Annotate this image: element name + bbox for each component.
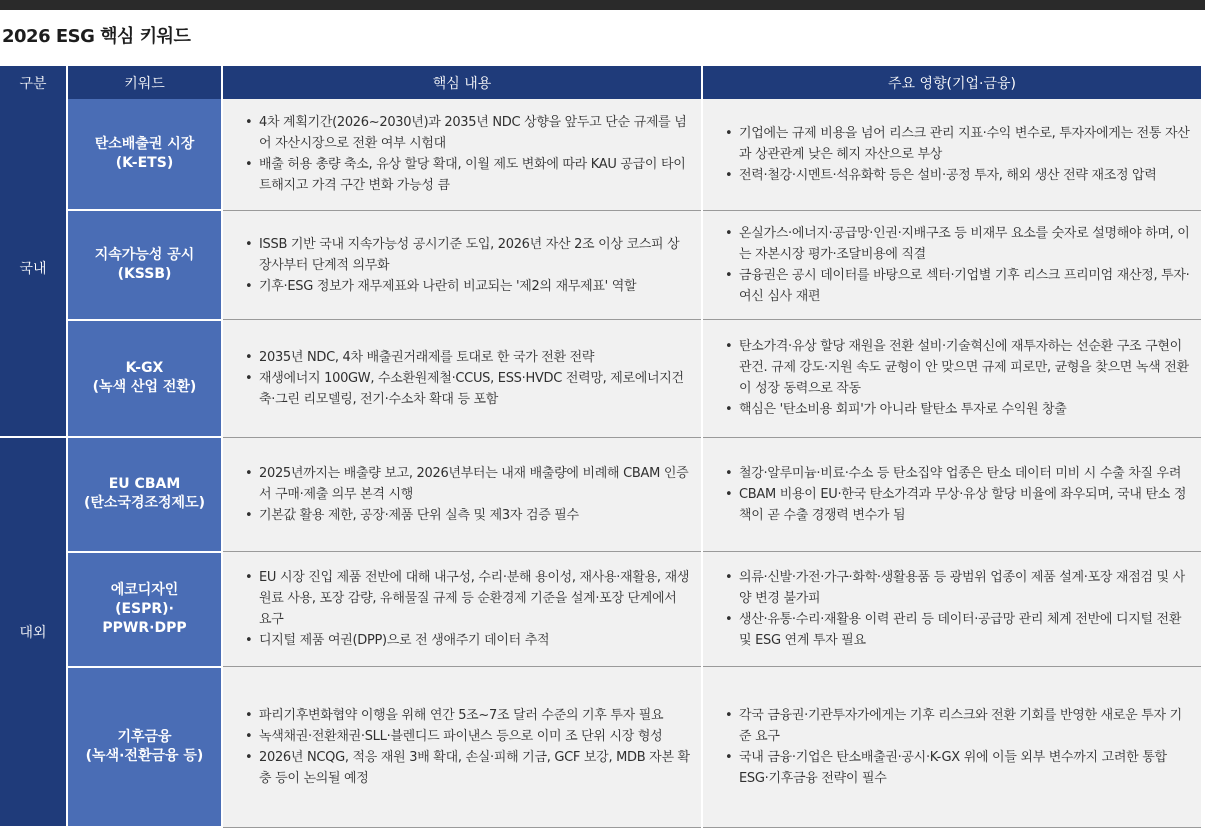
keyword-sublabel: (KSSB) (117, 266, 172, 283)
keyword-sublabel: (탄소국경조정제도) (84, 495, 205, 512)
keyword-cell (67, 99, 222, 210)
keyword-sublabel: (K-ETS) (115, 155, 174, 172)
impact-item: • 생산·유통·수리·재활용 이력 관리 등 데이터·공급망 관리 체계 전반에 디지털 전환 및 ESG 연계 투자 필요 (725, 609, 1191, 651)
page-title: 2026 ESG 핵심 키워드 (2, 26, 191, 47)
impact-cell (702, 437, 1201, 551)
content-cell (222, 210, 702, 319)
table-row (0, 552, 1201, 667)
table-row (0, 667, 1201, 827)
keyword-cell (67, 437, 222, 551)
keyword-cell (67, 667, 222, 827)
keyword-sublabel: (녹색 산업 전환) (92, 379, 197, 396)
keyword-label: 지속가능성 공시 (94, 247, 195, 264)
impact-item: • 각국 금융권·기관투자가에게는 기후 리스크와 전환 기회를 반영한 새로운 투자 기준 요구 (725, 705, 1191, 747)
impact-item: • 기업에는 규제 비용을 넘어 리스크 관리 지표·수익 변수로, 투자자에게는 전통 자산과 상관관계 낮은 헤지 자산으로 부상 (725, 123, 1191, 165)
esg-keyword-table (0, 66, 1201, 828)
keyword-label: EU CBAM (108, 476, 181, 493)
content-item: • 기본값 활용 제한, 공장·제품 단위 실측 및 제3자 검증 필수 (245, 505, 691, 526)
content-cell (222, 437, 702, 551)
header-keyword: 키워드 (67, 66, 222, 99)
content-item: • 배출 허용 총량 축소, 유상 할당 확대, 이월 제도 변화에 따라 KAU 공급이 타이트해지고 가격 구간 변화 가능성 큼 (245, 154, 691, 196)
content-item: • 2025년까지는 배출량 보고, 2026년부터는 내재 배출량에 비례해 CBAM 인증서 구매·제출 의무 본격 시행 (245, 463, 691, 505)
table-row (0, 437, 1201, 551)
category-foreign: 대외 (0, 437, 67, 827)
table-row (0, 320, 1201, 437)
keyword-cell (67, 552, 222, 667)
content-item: • 2026년 NCQG, 적응 재원 3배 확대, 손실·피해 기금, GCF 보강, MDB 자본 확충 등이 논의될 예정 (245, 747, 691, 789)
impact-item: • 탄소가격·유상 할당 재원을 전환 설비·기술혁신에 재투자하는 선순환 구조 구현이 관건. 규제 강도·지원 속도 균형이 안 맞으면 규제 피로만, 균형을 찾으면 녹색 전환이 성장 동력으로 작동 (725, 336, 1191, 399)
content-cell (222, 667, 702, 827)
content-item: • EU 시장 진입 제품 전반에 대해 내구성, 수리·분해 용이성, 재사용·재활용, 재생원료 사용, 포장 감량, 유해물질 규제 등 순환경제 기준을 설계·포장 단계에서 요구 (245, 567, 691, 630)
category-domestic: 국내 (0, 99, 67, 437)
impact-item: • 철강·알루미늄·비료·수소 등 탄소집약 업종은 탄소 데이터 미비 시 수출 차질 우려 (725, 463, 1191, 484)
content-item: • 디지털 제품 여권(DPP)으로 전 생애주기 데이터 추적 (245, 630, 691, 651)
header-impact: 주요 영향(기업·금융) (702, 66, 1201, 99)
header-content: 핵심 내용 (222, 66, 702, 99)
keyword-label: 에코디자인 (110, 581, 179, 598)
impact-item: • 의류·신발·가전·가구·화학·생활용품 등 광범위 업종이 제품 설계·포장 재점검 및 사양 변경 불가피 (725, 567, 1191, 609)
table-header-row (0, 66, 1201, 99)
impact-cell (702, 552, 1201, 667)
table-row (0, 99, 1201, 210)
keyword-sublabel: PPWR·DPP (102, 619, 187, 636)
content-cell (222, 99, 702, 210)
top-rule (0, 0, 1205, 10)
content-item: • 녹색채권·전환채권·SLL·블렌디드 파이낸스 등으로 이미 조 단위 시장 형성 (245, 726, 691, 747)
content-item: • 파리기후변화협약 이행을 위해 연간 5조~7조 달러 수준의 기후 투자 필요 (245, 705, 691, 726)
impact-cell (702, 99, 1201, 210)
impact-item: • CBAM 비용이 EU·한국 탄소가격과 무상·유상 할당 비율에 좌우되며, 국내 탄소 정책이 곧 수출 경쟁력 변수가 됨 (725, 484, 1191, 526)
impact-item: • 온실가스·에너지·공급망·인권·지배구조 등 비재무 요소를 숫자로 설명해야 하며, 이는 자본시장 평가·조달비용에 직결 (725, 223, 1191, 265)
impact-cell (702, 210, 1201, 319)
impact-cell (702, 320, 1201, 437)
keyword-cell (67, 210, 222, 319)
content-cell (222, 320, 702, 437)
header-category: 구분 (0, 66, 67, 99)
content-item: • ISSB 기반 국내 지속가능성 공시기준 도입, 2026년 자산 2조 이상 코스피 상장사부터 단계적 의무화 (245, 234, 691, 276)
impact-item: • 핵심은 '탄소비용 회피'가 아니라 탈탄소 투자로 수익원 창출 (725, 399, 1191, 420)
keyword-sublabel: (ESPR)· (115, 600, 174, 617)
keyword-cell (67, 320, 222, 437)
content-item: • 4차 계획기간(2026~2030년)과 2035년 NDC 상향을 앞두고 단순 규제를 넘어 자산시장으로 전환 여부 시험대 (245, 112, 691, 154)
keyword-sublabel: (녹색·전환금융 등) (85, 747, 204, 764)
impact-item: • 전력·철강·시멘트·석유화학 등은 설비·공정 투자, 해외 생산 전략 재조정 압력 (725, 165, 1191, 186)
table-row (0, 210, 1201, 319)
keyword-label: 기후금융 (117, 728, 172, 745)
impact-item: • 금융권은 공시 데이터를 바탕으로 섹터·기업별 기후 리스크 프리미엄 재산정, 투자·여신 심사 재편 (725, 265, 1191, 307)
keyword-label: 탄소배출권 시장 (94, 136, 195, 153)
impact-item: • 국내 금융·기업은 탄소배출권·공시·K-GX 위에 이들 외부 변수까지 고려한 통합 ESG·기후금융 전략이 필수 (725, 747, 1191, 789)
content-item: • 2035년 NDC, 4차 배출권거래제를 토대로 한 국가 전환 전략 (245, 347, 691, 368)
impact-cell (702, 667, 1201, 827)
content-item: • 기후·ESG 정보가 재무제표와 나란히 비교되는 '제2의 재무제표' 역할 (245, 276, 691, 297)
content-cell (222, 552, 702, 667)
keyword-label: K-GX (125, 360, 164, 377)
content-item: • 재생에너지 100GW, 수소환원제철·CCUS, ESS·HVDC 전력망, 제로에너지건축·그린 리모델링, 전기·수소차 확대 등 포함 (245, 368, 691, 410)
